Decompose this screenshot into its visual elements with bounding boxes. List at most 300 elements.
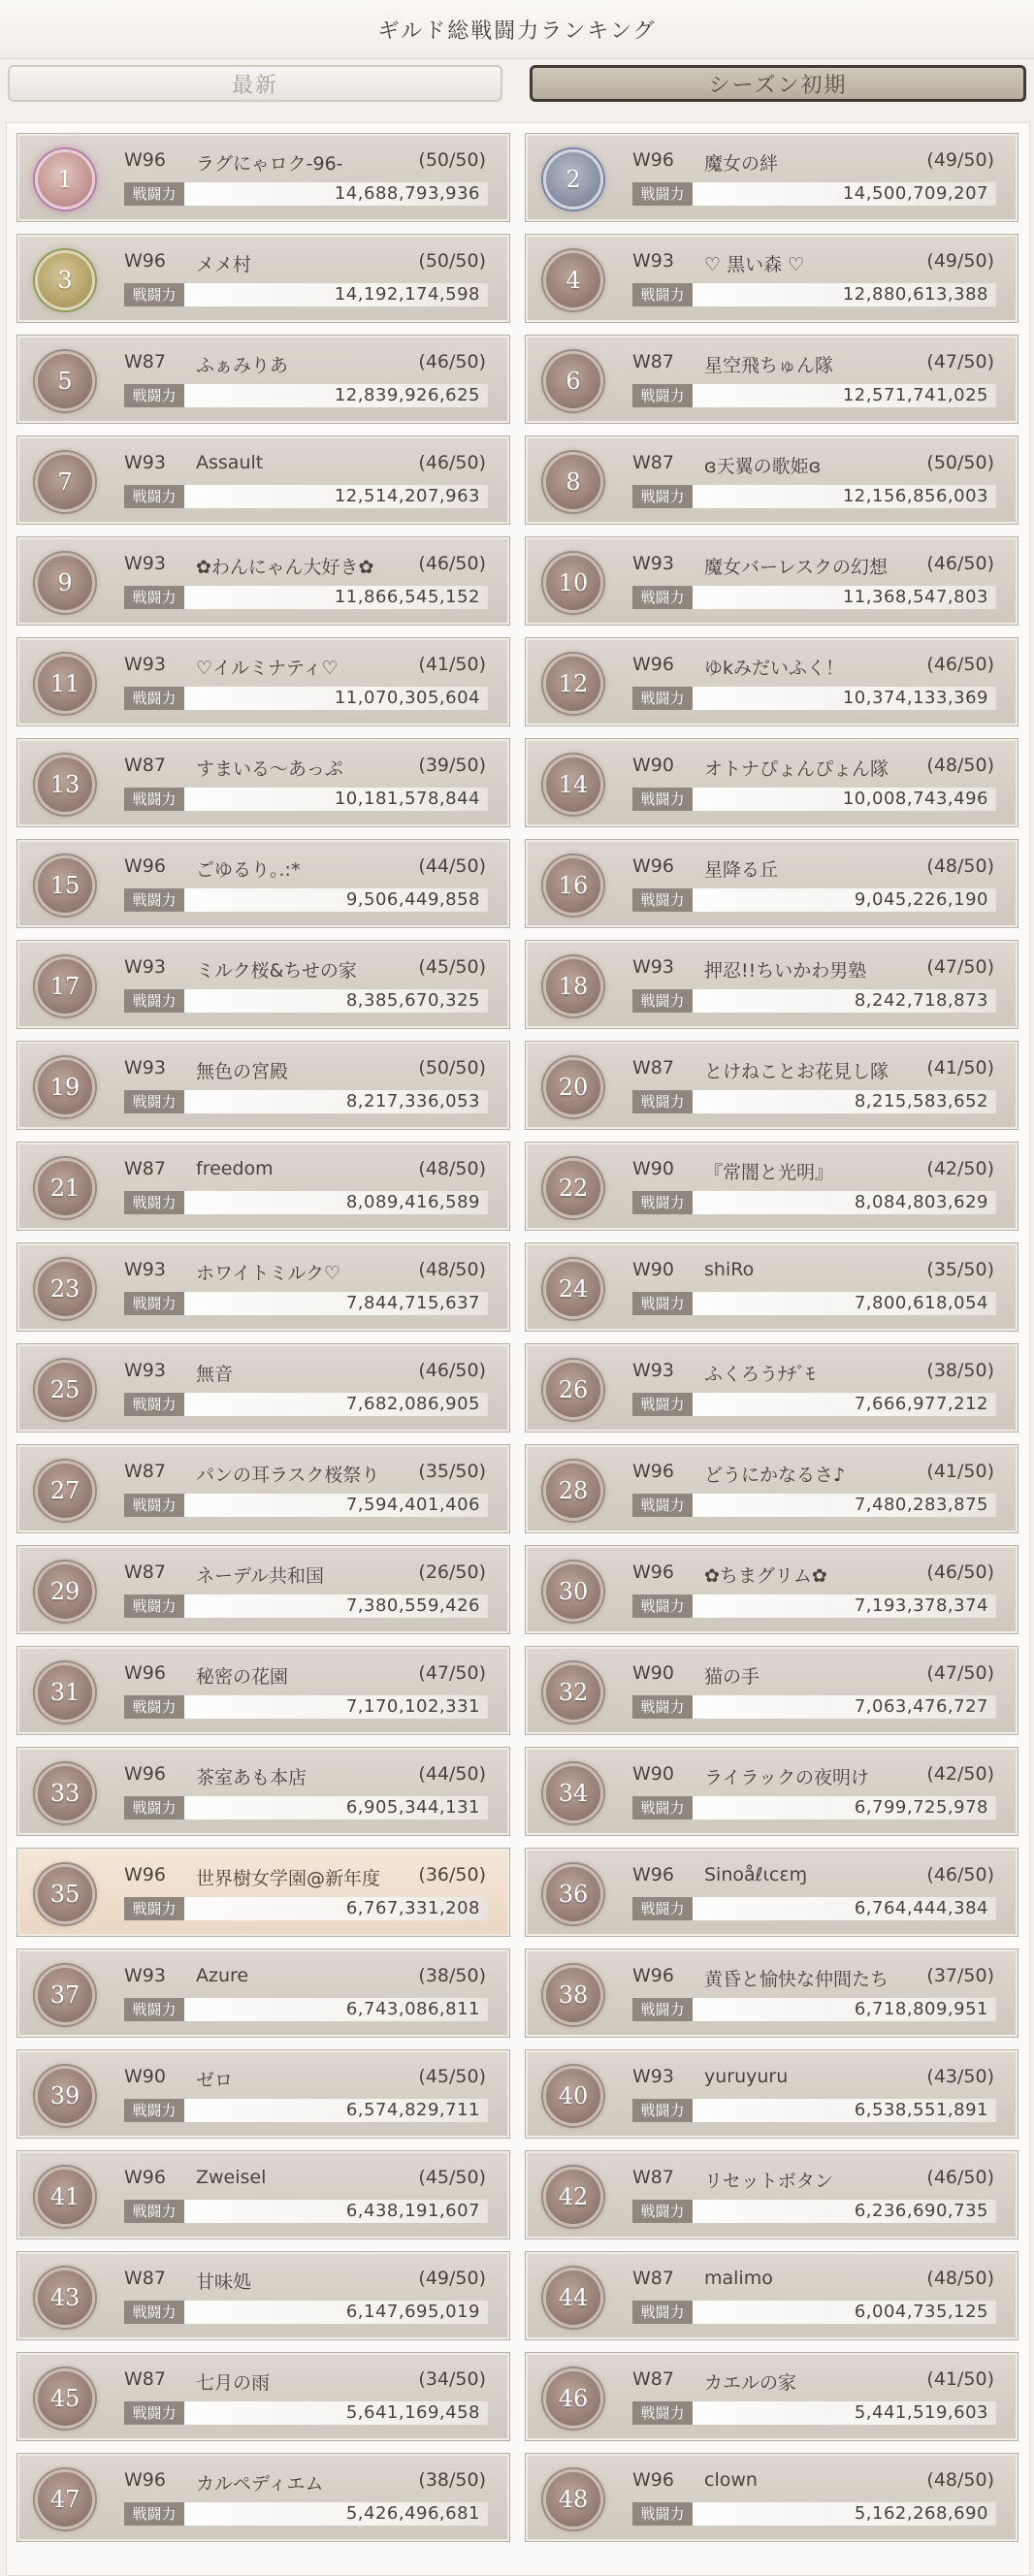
world-id: W96 bbox=[632, 1965, 674, 1986]
ranking-card[interactable] bbox=[16, 738, 510, 827]
member-count: (48/50) bbox=[418, 1259, 486, 1280]
power-value: 10,181,578,844 bbox=[334, 789, 480, 809]
guild-name: ゆkみだいふく！ bbox=[704, 658, 845, 679]
rank-medal-icon: 4 bbox=[543, 250, 603, 310]
power-label: 戦闘力 bbox=[632, 1594, 693, 1618]
guild-name: どうにかなるさ♪ bbox=[704, 1465, 846, 1486]
ranking-card[interactable] bbox=[525, 1646, 1018, 1735]
rank-medal-icon: 38 bbox=[543, 1965, 603, 2025]
power-label: 戦闘力 bbox=[124, 485, 184, 508]
power-label: 戦闘力 bbox=[124, 1090, 184, 1113]
power-label: 戦闘力 bbox=[632, 1191, 693, 1214]
world-id: W93 bbox=[632, 553, 674, 574]
guild-name: 『常闇と光明』 bbox=[704, 1162, 834, 1183]
world-id: W96 bbox=[124, 1662, 166, 1684]
power-value: 11,866,545,152 bbox=[334, 587, 480, 607]
power-label: 戦闘力 bbox=[632, 1695, 693, 1719]
power-value: 12,514,207,963 bbox=[334, 486, 480, 506]
power-value: 8,217,336,053 bbox=[345, 1091, 480, 1111]
ranking-card[interactable] bbox=[525, 536, 1018, 626]
power-bar bbox=[124, 888, 488, 912]
member-count: (47/50) bbox=[926, 1662, 994, 1684]
member-count: (48/50) bbox=[926, 2469, 994, 2491]
power-value: 8,215,583,652 bbox=[854, 1091, 988, 1111]
power-value: 6,147,695,019 bbox=[345, 2302, 480, 2322]
guild-name: 星空飛ちゅん隊 bbox=[704, 355, 834, 376]
member-count: (49/50) bbox=[926, 250, 994, 272]
power-value: 6,743,086,811 bbox=[345, 1999, 480, 2019]
rank-medal-icon: 18 bbox=[543, 956, 603, 1016]
rank-medal-icon: 29 bbox=[35, 1562, 95, 1622]
power-label: 戦闘力 bbox=[632, 1897, 693, 1920]
power-bar bbox=[124, 586, 488, 609]
world-id: W96 bbox=[632, 2469, 674, 2491]
rank-medal-icon: 11 bbox=[35, 654, 95, 714]
ranking-card[interactable] bbox=[16, 1343, 510, 1433]
member-count: (44/50) bbox=[418, 855, 486, 877]
guild-name: ✿わんにゃん大好き✿ bbox=[196, 557, 374, 578]
world-id: W96 bbox=[632, 654, 674, 675]
power-bar bbox=[124, 1695, 488, 1719]
ranking-card[interactable] bbox=[16, 234, 510, 323]
power-label: 戦闘力 bbox=[632, 1393, 693, 1416]
power-label: 戦闘力 bbox=[124, 888, 184, 912]
power-bar bbox=[124, 1393, 488, 1416]
ranking-card[interactable] bbox=[16, 2453, 510, 2542]
member-count: (50/50) bbox=[926, 452, 994, 473]
ranking-card[interactable] bbox=[525, 435, 1018, 525]
guild-name: カルペディエム bbox=[196, 2473, 324, 2495]
power-value: 6,799,725,978 bbox=[854, 1797, 988, 1818]
power-label: 戦闘力 bbox=[632, 2502, 693, 2526]
guild-name: 無色の宮殿 bbox=[196, 1061, 289, 1082]
member-count: (38/50) bbox=[418, 1965, 486, 1986]
rank-medal-icon: 32 bbox=[543, 1662, 603, 1723]
world-id: W87 bbox=[124, 1461, 166, 1482]
power-label: 戦闘力 bbox=[632, 586, 693, 609]
member-count: (47/50) bbox=[926, 956, 994, 978]
power-bar bbox=[124, 1594, 488, 1618]
guild-name: Sinoåℓιcɛɱ bbox=[704, 1864, 808, 1885]
member-count: (46/50) bbox=[926, 1562, 994, 1583]
ranking-card[interactable] bbox=[16, 1142, 510, 1231]
power-value: 7,380,559,426 bbox=[345, 1595, 480, 1616]
power-bar bbox=[124, 1998, 488, 2021]
power-label: 戦闘力 bbox=[632, 283, 693, 306]
member-count: (41/50) bbox=[926, 1461, 994, 1482]
ranking-card[interactable] bbox=[16, 839, 510, 928]
power-bar bbox=[632, 1594, 996, 1618]
guild-name: パンの耳ラスク桜祭り bbox=[196, 1465, 380, 1486]
rank-medal-icon: 43 bbox=[35, 2268, 95, 2328]
tab-latest[interactable]: 最新 bbox=[8, 65, 502, 102]
member-count: (35/50) bbox=[926, 1259, 994, 1280]
member-count: (50/50) bbox=[418, 250, 486, 272]
guild-name: malimo bbox=[704, 2268, 773, 2289]
guild-name: 世界樹女学園@新年度 bbox=[196, 1868, 381, 1889]
power-bar bbox=[124, 2401, 488, 2425]
ranking-card[interactable] bbox=[16, 2251, 510, 2340]
rank-medal-icon: 47 bbox=[35, 2469, 95, 2529]
world-id: W93 bbox=[124, 654, 166, 675]
power-bar bbox=[124, 1494, 488, 1517]
power-value: 7,480,283,875 bbox=[854, 1495, 988, 1515]
power-bar bbox=[124, 2301, 488, 2324]
rank-medal-icon: 23 bbox=[35, 1259, 95, 1319]
power-value: 6,767,331,208 bbox=[345, 1898, 480, 1918]
power-label: 戦闘力 bbox=[632, 2099, 693, 2122]
ranking-card[interactable] bbox=[525, 1142, 1018, 1231]
ranking-card[interactable] bbox=[525, 133, 1018, 222]
member-count: (43/50) bbox=[926, 2066, 994, 2087]
power-bar bbox=[124, 1090, 488, 1113]
member-count: (45/50) bbox=[418, 2066, 486, 2087]
power-label: 戦闘力 bbox=[124, 2502, 184, 2526]
rank-medal-icon: 35 bbox=[35, 1864, 95, 1924]
member-count: (50/50) bbox=[418, 149, 486, 171]
ranking-card[interactable] bbox=[525, 2150, 1018, 2239]
ranking-card[interactable] bbox=[525, 2453, 1018, 2542]
ranking-card[interactable] bbox=[16, 435, 510, 525]
guild-name: yuruyuru bbox=[704, 2066, 789, 2087]
ranking-card[interactable] bbox=[16, 1646, 510, 1735]
rank-medal-icon: 17 bbox=[35, 956, 95, 1016]
power-bar bbox=[632, 1393, 996, 1416]
world-id: W87 bbox=[124, 1158, 166, 1179]
guild-name: カエルの家 bbox=[704, 2372, 797, 2394]
member-count: (38/50) bbox=[926, 1360, 994, 1381]
world-id: W87 bbox=[124, 755, 166, 776]
power-bar bbox=[632, 1998, 996, 2021]
rank-medal-icon: 26 bbox=[543, 1360, 603, 1420]
power-label: 戦闘力 bbox=[124, 1292, 184, 1315]
world-id: W87 bbox=[124, 1562, 166, 1583]
power-label: 戦闘力 bbox=[124, 182, 184, 206]
rank-medal-icon: 30 bbox=[543, 1562, 603, 1622]
power-value: 10,374,133,369 bbox=[842, 688, 988, 708]
member-count: (47/50) bbox=[926, 351, 994, 372]
world-id: W87 bbox=[632, 351, 674, 372]
world-id: W96 bbox=[124, 2167, 166, 2188]
ranking-card[interactable] bbox=[16, 1848, 510, 1937]
ranking-card[interactable] bbox=[525, 1041, 1018, 1130]
rank-medal-icon: 12 bbox=[543, 654, 603, 714]
member-count: (45/50) bbox=[418, 956, 486, 978]
guild-name: 七月の雨 bbox=[196, 2372, 271, 2394]
guild-name: Assault bbox=[196, 452, 264, 473]
power-label: 戦闘力 bbox=[632, 2200, 693, 2223]
world-id: W93 bbox=[632, 1360, 674, 1381]
ranking-card[interactable] bbox=[525, 1545, 1018, 1634]
power-bar bbox=[124, 788, 488, 811]
member-count: (48/50) bbox=[926, 855, 994, 877]
ranking-card[interactable] bbox=[16, 940, 510, 1029]
rank-medal-icon: 7 bbox=[35, 452, 95, 512]
power-bar bbox=[124, 989, 488, 1013]
power-value: 6,236,690,735 bbox=[854, 2201, 988, 2221]
ranking-card[interactable] bbox=[16, 1948, 510, 2038]
tab-season-start[interactable]: シーズン初期 bbox=[530, 65, 1026, 102]
guild-name: オトナぴょんぴょん隊 bbox=[704, 758, 889, 780]
member-count: (46/50) bbox=[926, 553, 994, 574]
power-bar bbox=[632, 888, 996, 912]
rank-medal-icon: 42 bbox=[543, 2167, 603, 2227]
power-bar bbox=[124, 485, 488, 508]
member-count: (49/50) bbox=[926, 149, 994, 171]
world-id: W90 bbox=[632, 1763, 674, 1785]
member-count: (41/50) bbox=[926, 1057, 994, 1079]
world-id: W87 bbox=[124, 2268, 166, 2289]
ranking-card[interactable] bbox=[525, 1444, 1018, 1533]
power-label: 戦闘力 bbox=[124, 586, 184, 609]
power-label: 戦闘力 bbox=[632, 485, 693, 508]
ranking-card[interactable] bbox=[525, 839, 1018, 928]
power-value: 6,538,551,891 bbox=[854, 2100, 988, 2120]
guild-name: メメ村 bbox=[196, 254, 252, 275]
power-bar bbox=[124, 1897, 488, 1920]
power-bar bbox=[124, 1191, 488, 1214]
power-bar bbox=[124, 687, 488, 710]
power-bar bbox=[124, 2502, 488, 2526]
ranking-card[interactable] bbox=[16, 2049, 510, 2139]
member-count: (41/50) bbox=[418, 654, 486, 675]
ranking-card[interactable] bbox=[525, 1242, 1018, 1332]
power-bar bbox=[632, 989, 996, 1013]
power-label: 戦闘力 bbox=[124, 1393, 184, 1416]
power-value: 7,800,618,054 bbox=[854, 1293, 988, 1313]
ranking-card[interactable] bbox=[525, 1848, 1018, 1937]
world-id: W93 bbox=[124, 553, 166, 574]
member-count: (46/50) bbox=[418, 553, 486, 574]
power-value: 6,438,191,607 bbox=[345, 2201, 480, 2221]
world-id: W90 bbox=[124, 2066, 166, 2087]
ranking-card[interactable] bbox=[525, 335, 1018, 424]
member-count: (46/50) bbox=[926, 2167, 994, 2188]
power-label: 戦闘力 bbox=[124, 1998, 184, 2021]
ranking-card[interactable] bbox=[525, 1747, 1018, 1836]
world-id: W96 bbox=[124, 2469, 166, 2491]
power-value: 8,242,718,873 bbox=[854, 990, 988, 1011]
power-bar bbox=[124, 283, 488, 306]
ranking-card[interactable] bbox=[16, 536, 510, 626]
guild-name: 黄昏と愉快な仲間たち bbox=[704, 1969, 889, 1990]
power-bar bbox=[124, 1292, 488, 1315]
power-value: 7,682,086,905 bbox=[345, 1394, 480, 1414]
member-count: (46/50) bbox=[418, 351, 486, 372]
rank-medal-icon: 6 bbox=[543, 351, 603, 411]
world-id: W93 bbox=[124, 1259, 166, 1280]
member-count: (48/50) bbox=[926, 755, 994, 776]
member-count: (49/50) bbox=[418, 2268, 486, 2289]
member-count: (48/50) bbox=[418, 1158, 486, 1179]
ranking-card[interactable] bbox=[16, 133, 510, 222]
power-bar bbox=[632, 283, 996, 306]
ranking-card[interactable] bbox=[16, 637, 510, 726]
rank-medal-icon: 39 bbox=[35, 2066, 95, 2126]
power-bar bbox=[632, 1695, 996, 1719]
power-bar bbox=[632, 1897, 996, 1920]
rank-medal-icon: 36 bbox=[543, 1864, 603, 1924]
power-bar bbox=[632, 1292, 996, 1315]
power-label: 戦闘力 bbox=[124, 2301, 184, 2324]
ranking-grid bbox=[16, 133, 1018, 2542]
ranking-card[interactable] bbox=[525, 2352, 1018, 2441]
member-count: (48/50) bbox=[926, 2268, 994, 2289]
guild-name: ラグにゃロク-96- bbox=[196, 153, 343, 175]
guild-name: 茶室あも本店 bbox=[196, 1767, 307, 1788]
world-id: W96 bbox=[632, 855, 674, 877]
power-label: 戦闘力 bbox=[632, 2301, 693, 2324]
power-value: 12,839,926,625 bbox=[334, 385, 480, 405]
power-label: 戦闘力 bbox=[124, 1191, 184, 1214]
power-label: 戦闘力 bbox=[124, 2200, 184, 2223]
power-bar bbox=[632, 384, 996, 407]
world-id: W87 bbox=[632, 1057, 674, 1079]
power-label: 戦闘力 bbox=[124, 1897, 184, 1920]
ranking-card[interactable] bbox=[16, 1242, 510, 1332]
power-label: 戦闘力 bbox=[124, 989, 184, 1013]
member-count: (44/50) bbox=[418, 1763, 486, 1785]
member-count: (41/50) bbox=[926, 2368, 994, 2390]
power-value: 12,156,856,003 bbox=[842, 486, 988, 506]
rank-medal-icon: 5 bbox=[35, 351, 95, 411]
member-count: (39/50) bbox=[418, 755, 486, 776]
rank-medal-icon: 33 bbox=[35, 1763, 95, 1823]
power-label: 戦闘力 bbox=[124, 2401, 184, 2425]
power-value: 14,192,174,598 bbox=[334, 284, 480, 305]
rank-medal-icon: 14 bbox=[543, 755, 603, 815]
rank-medal-icon: 31 bbox=[35, 1662, 95, 1723]
member-count: (46/50) bbox=[926, 1864, 994, 1885]
power-value: 5,641,169,458 bbox=[345, 2402, 480, 2423]
rank-medal-icon: 10 bbox=[543, 553, 603, 613]
ranking-card[interactable] bbox=[525, 940, 1018, 1029]
power-bar bbox=[124, 2200, 488, 2223]
member-count: (36/50) bbox=[418, 1864, 486, 1885]
power-bar bbox=[632, 182, 996, 206]
guild-name: 押忍!!ちいかわ男塾 bbox=[704, 960, 867, 982]
guild-name: shiRo bbox=[704, 1259, 755, 1280]
member-count: (45/50) bbox=[418, 2167, 486, 2188]
rank-medal-icon: 25 bbox=[35, 1360, 95, 1420]
member-count: (46/50) bbox=[418, 452, 486, 473]
power-bar bbox=[632, 2301, 996, 2324]
power-bar bbox=[124, 2099, 488, 2122]
world-id: W93 bbox=[124, 1360, 166, 1381]
power-value: 14,688,793,936 bbox=[334, 183, 480, 204]
ranking-card[interactable] bbox=[16, 2352, 510, 2441]
ranking-header bbox=[0, 0, 1034, 59]
power-bar bbox=[632, 1191, 996, 1214]
rank-medal-icon: 45 bbox=[35, 2368, 95, 2429]
ranking-card[interactable] bbox=[16, 1444, 510, 1533]
ranking-card[interactable] bbox=[525, 2049, 1018, 2139]
power-value: 7,170,102,331 bbox=[345, 1696, 480, 1717]
power-label: 戦闘力 bbox=[124, 1594, 184, 1618]
power-label: 戦闘力 bbox=[124, 1494, 184, 1517]
guild-name: リセットボタン bbox=[704, 2171, 833, 2192]
ranking-card[interactable] bbox=[525, 234, 1018, 323]
guild-name: ふくろうﾅﾁﾞﾓ bbox=[704, 1364, 816, 1385]
power-value: 8,089,416,589 bbox=[345, 1192, 480, 1212]
power-bar bbox=[632, 2099, 996, 2122]
rank-medal-icon: 19 bbox=[35, 1057, 95, 1117]
ranking-card[interactable] bbox=[16, 1747, 510, 1836]
rank-medal-icon: 22 bbox=[543, 1158, 603, 1218]
guild-name: freedom bbox=[196, 1158, 274, 1179]
world-id: W93 bbox=[124, 956, 166, 978]
power-value: 5,426,496,681 bbox=[345, 2503, 480, 2524]
power-label: 戦闘力 bbox=[632, 1998, 693, 2021]
ranking-card[interactable] bbox=[525, 2251, 1018, 2340]
power-value: 7,844,715,637 bbox=[345, 1293, 480, 1313]
world-id: W93 bbox=[632, 250, 674, 272]
power-bar bbox=[632, 586, 996, 609]
power-value: 9,506,449,858 bbox=[345, 889, 480, 910]
world-id: W96 bbox=[124, 855, 166, 877]
power-label: 戦闘力 bbox=[632, 2401, 693, 2425]
power-bar bbox=[632, 2401, 996, 2425]
guild-name: Azure bbox=[196, 1965, 249, 1986]
power-label: 戦闘力 bbox=[124, 687, 184, 710]
power-value: 7,594,401,406 bbox=[345, 1495, 480, 1515]
rank-medal-icon: 21 bbox=[35, 1158, 95, 1218]
world-id: W96 bbox=[632, 1562, 674, 1583]
world-id: W96 bbox=[124, 250, 166, 272]
ranking-card[interactable] bbox=[525, 738, 1018, 827]
ranking-card[interactable] bbox=[525, 637, 1018, 726]
rank-medal-icon: 40 bbox=[543, 2066, 603, 2126]
power-value: 7,666,977,212 bbox=[854, 1394, 988, 1414]
power-bar bbox=[632, 485, 996, 508]
ranking-card[interactable] bbox=[16, 1545, 510, 1634]
guild-name: ホワイトミルク♡ bbox=[196, 1263, 341, 1284]
guild-name: とけねことお花見し隊 bbox=[704, 1061, 889, 1082]
tab-bar bbox=[0, 59, 1034, 106]
power-value: 6,574,829,711 bbox=[345, 2100, 480, 2120]
power-value: 11,368,547,803 bbox=[842, 587, 988, 607]
power-bar bbox=[632, 1796, 996, 1819]
world-id: W87 bbox=[632, 2268, 674, 2289]
power-value: 6,905,344,131 bbox=[345, 1797, 480, 1818]
ranking-card[interactable] bbox=[525, 1948, 1018, 2038]
power-label: 戦闘力 bbox=[632, 182, 693, 206]
member-count: (42/50) bbox=[926, 1763, 994, 1785]
power-label: 戦闘力 bbox=[632, 1292, 693, 1315]
guild-name: 猫の手 bbox=[704, 1666, 760, 1688]
power-label: 戦闘力 bbox=[632, 1796, 693, 1819]
rank-medal-icon: 1 bbox=[35, 149, 95, 209]
guild-name: ネーデル共和国 bbox=[196, 1565, 325, 1587]
world-id: W96 bbox=[124, 1763, 166, 1785]
ranking-card[interactable] bbox=[16, 1041, 510, 1130]
ranking-card[interactable] bbox=[16, 335, 510, 424]
power-label: 戦闘力 bbox=[124, 283, 184, 306]
member-count: (46/50) bbox=[418, 1360, 486, 1381]
guild-name: 魔女バーレスクの幻想 bbox=[704, 557, 889, 578]
world-id: W87 bbox=[124, 2368, 166, 2390]
power-label: 戦闘力 bbox=[124, 384, 184, 407]
power-value: 5,441,519,603 bbox=[854, 2402, 988, 2423]
power-bar bbox=[632, 788, 996, 811]
guild-name: 魔女の絆 bbox=[704, 153, 779, 175]
ranking-card[interactable] bbox=[16, 2150, 510, 2239]
world-id: W93 bbox=[124, 452, 166, 473]
ranking-card[interactable] bbox=[525, 1343, 1018, 1433]
ranking-board bbox=[6, 122, 1030, 2576]
rank-medal-icon: 3 bbox=[35, 250, 95, 310]
world-id: W96 bbox=[124, 1864, 166, 1885]
